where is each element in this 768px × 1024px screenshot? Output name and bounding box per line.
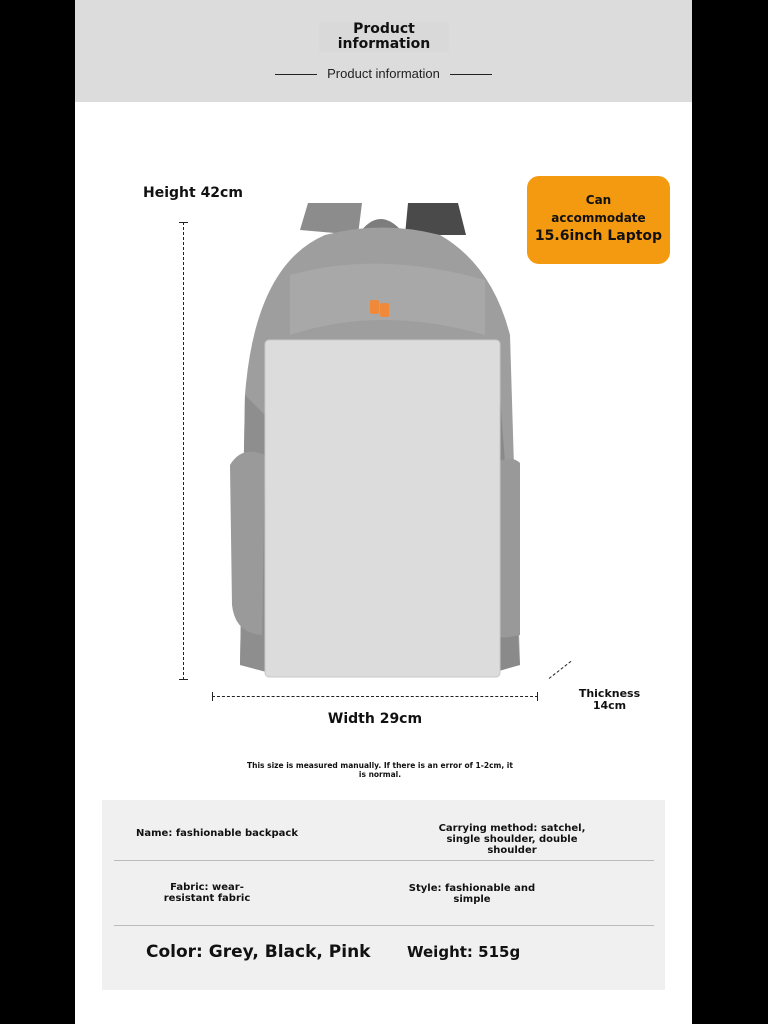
height-label: Height 42cm — [143, 185, 243, 201]
left-side-pocket — [230, 452, 265, 635]
thickness-dimension-line — [549, 661, 572, 679]
badge-line-2: accommodate — [551, 211, 646, 225]
badge-line-3: 15.6inch Laptop — [534, 228, 663, 244]
front-panel — [265, 340, 500, 677]
laptop-capacity-badge — [527, 176, 670, 264]
page-title: Product information — [319, 22, 449, 52]
spec-style: Style: fashionable and simple — [408, 883, 536, 905]
spec-fabric: Fabric: wear-resistant fabric — [163, 882, 251, 904]
page-subtitle — [75, 66, 692, 81]
spec-color: Color: Grey, Black, Pink — [146, 942, 371, 962]
spec-table — [102, 800, 665, 990]
spec-divider-1 — [114, 860, 654, 861]
thickness-label: Thickness 14cm — [578, 687, 641, 712]
spec-weight: Weight: 515g — [407, 943, 521, 961]
spec-divider-2 — [114, 925, 654, 926]
backpack-image — [230, 195, 520, 685]
zipper-pull-right-icon — [380, 303, 389, 317]
divider-left — [275, 74, 317, 75]
divider-right — [450, 74, 492, 75]
height-dimension-line — [183, 222, 184, 680]
width-dimension-line — [212, 696, 538, 697]
zipper-pull-left-icon — [370, 300, 379, 314]
measurement-note: This size is measured manually. If there is an error of 1-2cm, it is normal. — [247, 761, 513, 779]
page-header — [75, 0, 692, 102]
page-subtitle-text: Product information — [327, 66, 440, 81]
spec-carrying-method: Carrying method: satchel, single shoulder, double shoulder — [438, 823, 586, 856]
width-label: Width 29cm — [327, 711, 423, 727]
product-page — [75, 0, 692, 1024]
badge-line-1: Can — [585, 193, 612, 207]
spec-name: Name: fashionable backpack — [136, 828, 298, 839]
